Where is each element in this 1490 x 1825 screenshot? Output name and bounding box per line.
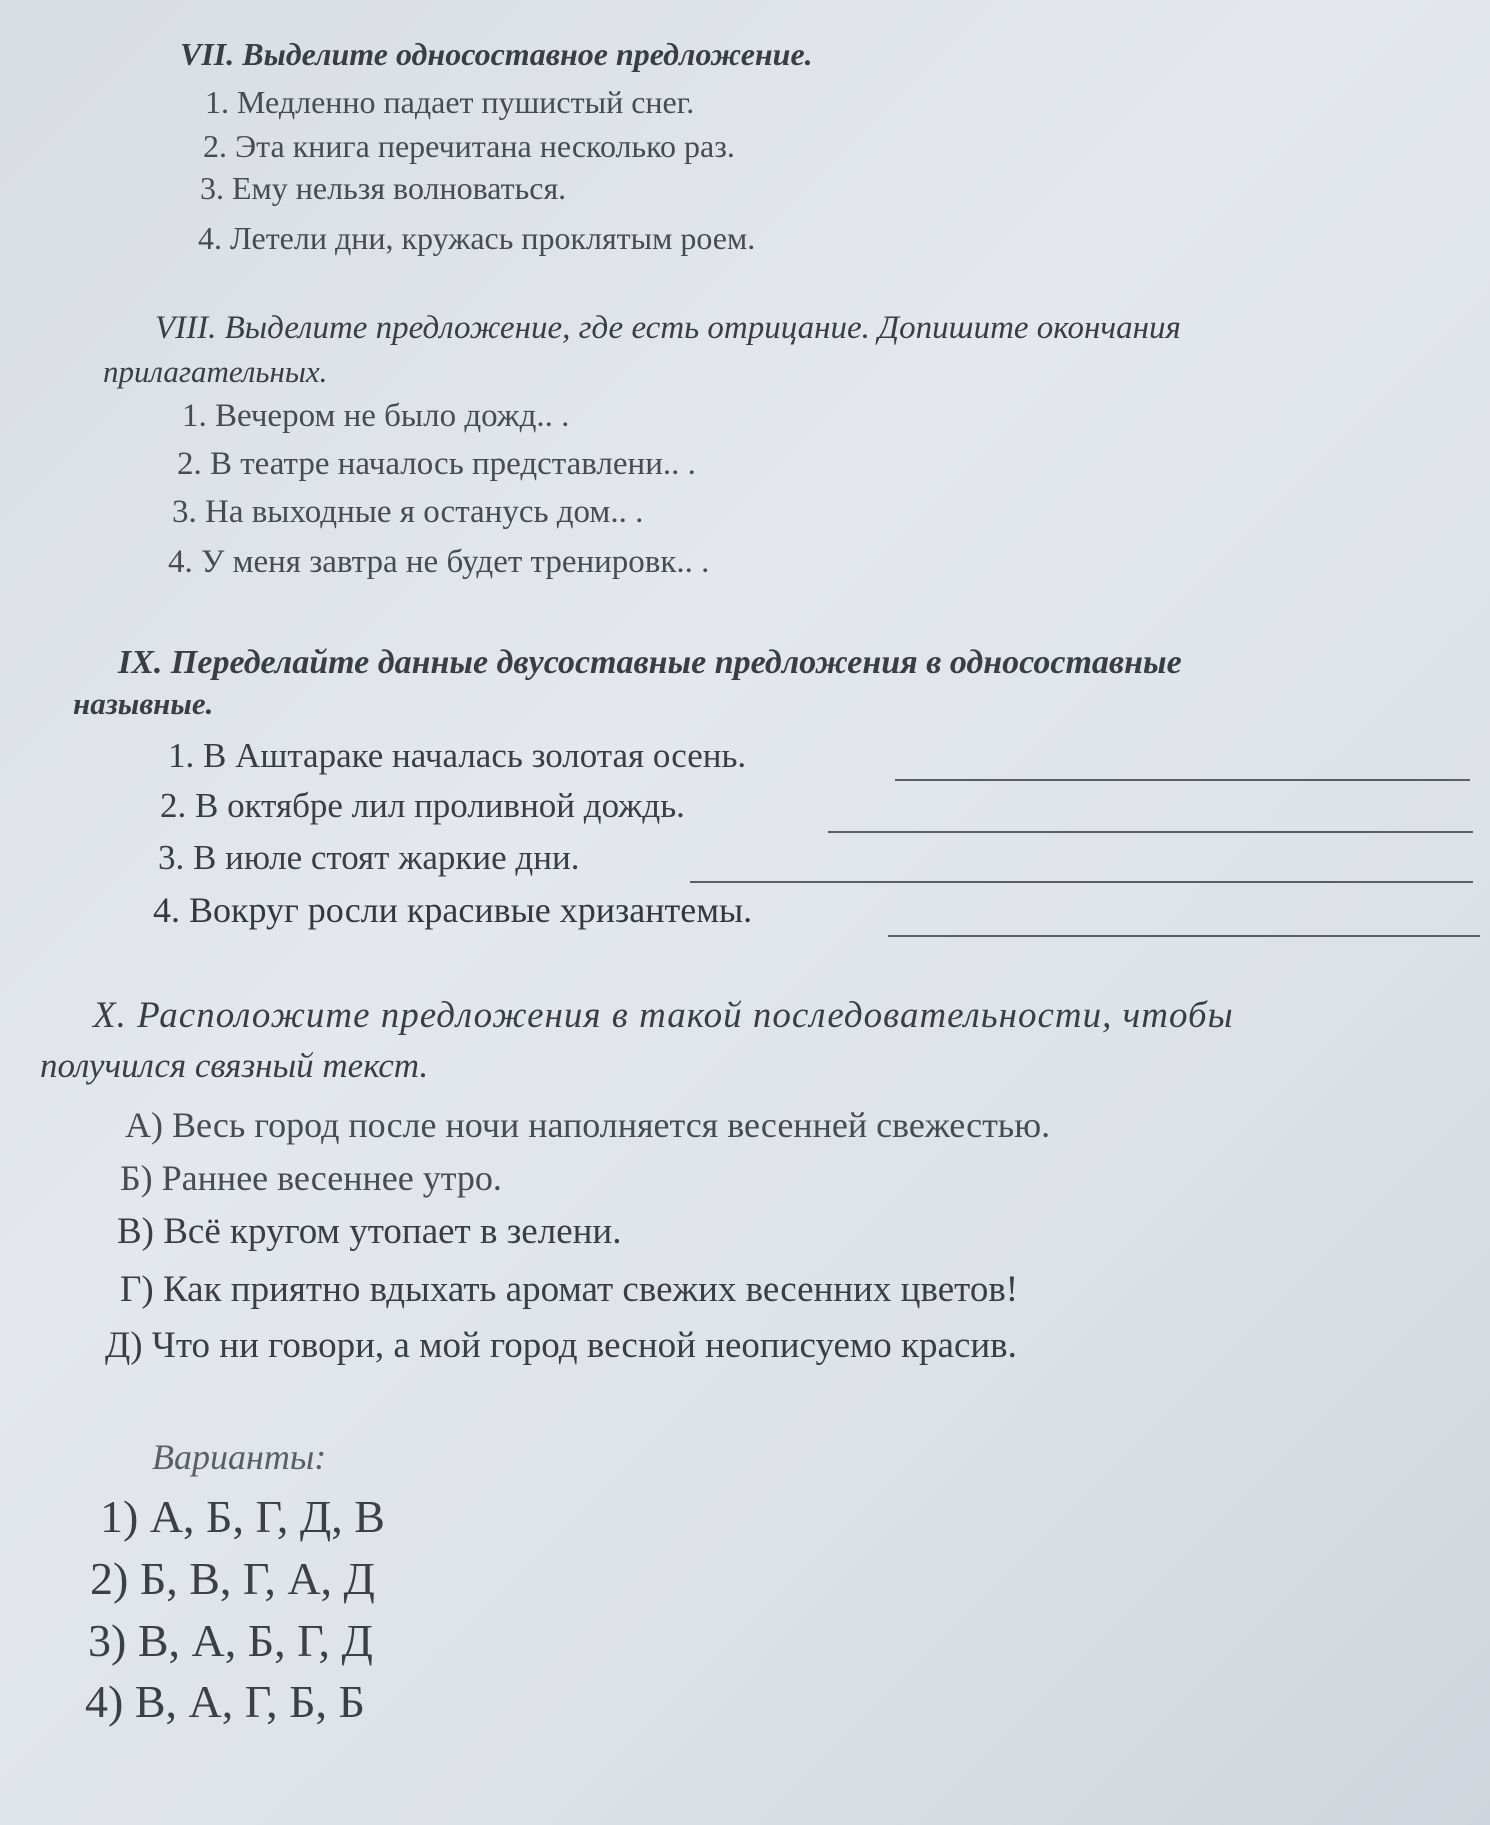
section-10-item-v: В) Всё кругом утопает в зелени. [117,1211,622,1252]
section-7-item-1: 1. Медленно падает пушистый снег. [205,84,695,120]
answer-line-1[interactable] [895,779,1470,781]
variant-3: 3) В, А, Б, Г, Д [88,1615,373,1666]
section-7-item-4: 4. Летели дни, кружась проклятым роем. [198,220,756,256]
section-9-item-3: 3. В июле стоят жаркие дни. [158,838,580,877]
section-10-item-a: А) Весь город после ночи наполняется весенней свежестью. [125,1105,1051,1145]
section-7-item-3: 3. Ему нельзя волноваться. [200,170,567,206]
section-10-title-line-2: получился связный текст. [40,1046,429,1085]
section-8-item-4: 4. У меня завтра не будет тренировк.. . [168,544,710,580]
section-10-item-b: Б) Раннее весеннее утро. [120,1158,502,1198]
answer-line-2[interactable] [828,831,1473,833]
section-8-item-1: 1. Вечером не было дожд.. . [182,398,570,434]
section-7-item-2: 2. Эта книга перечитана несколько раз. [203,128,735,164]
section-8-item-2: 2. В театре началось представлени.. . [177,446,696,482]
section-10-title-line-1: X. Расположите предложения в такой последовательности, чтобы [93,995,1234,1036]
section-8-title-line-2: прилагательных. [103,354,328,389]
variant-1: 1) А, Б, Г, Д, В [100,1491,385,1542]
section-8-title-line-1: VIII. Выделите предложение, где есть отрицание. Допишите окончания [155,310,1181,346]
section-7-title: VII. Выделите односоставное предложение. [180,36,813,72]
section-9-title-line-2: назывные. [73,686,214,721]
variants-label: Варианты: [152,1437,327,1477]
section-9-title-line-1: IX. Переделайте данные двусоставные предложения в односоставные [118,644,1182,681]
answer-line-3[interactable] [690,881,1473,883]
section-9-item-1: 1. В Аштараке началась золотая осень. [168,736,747,775]
answer-line-4[interactable] [888,935,1480,937]
section-10-item-d: Д) Что ни говори, а мой город весной неописуемо красив. [105,1325,1017,1366]
variant-4: 4) В, А, Г, Б, Б [85,1676,365,1727]
section-9-item-4: 4. Вокруг росли красивые хризантемы. [153,890,753,930]
section-9-item-2: 2. В октябре лил проливной дождь. [160,786,685,825]
section-10-item-g: Г) Как приятно вдыхать аромат свежих весенних цветов! [120,1269,1019,1310]
section-8-item-3: 3. На выходные я останусь дом.. . [172,494,644,530]
variant-2: 2) Б, В, Г, А, Д [90,1553,375,1604]
